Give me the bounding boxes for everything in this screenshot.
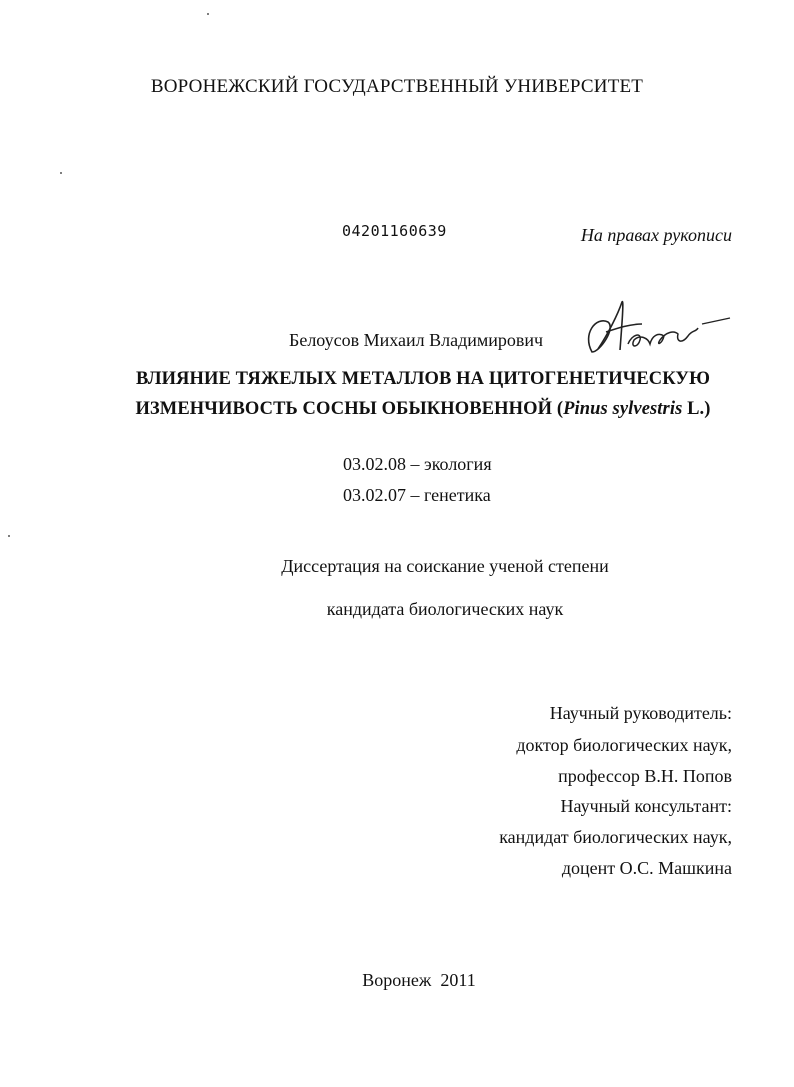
dissertation-title-line-2	[26, 399, 794, 420]
specialty-genetics: 03.02.07 – генетика	[343, 485, 491, 505]
university-name: ВОРОНЕЖСКИЙ ГОСУДАРСТВЕННЫЙ УНИВЕРСИТЕТ	[150, 76, 644, 97]
supervisor-degree: доктор биологических наук,	[516, 735, 732, 755]
scan-speck	[8, 535, 10, 537]
scan-speck	[60, 172, 62, 174]
consultant-degree: кандидат биологических наук,	[499, 827, 732, 847]
dissertation-title-line-1: ВЛИЯНИЕ ТЯЖЕЛЫХ МЕТАЛЛОВ НА ЦИТОГЕНЕТИЧЕСКУЮ	[135, 369, 711, 389]
specialty-ecology: 03.02.08 – экология	[343, 454, 492, 474]
author-signature	[578, 294, 738, 364]
city-year: Воронеж 2011	[362, 970, 476, 990]
registry-code: 04201160639	[342, 222, 447, 240]
title-line-2-suffix: L.)	[682, 399, 711, 419]
title-latin-name: Pinus sylvestris	[563, 399, 683, 419]
degree-line-2: кандидата биологических наук	[326, 599, 564, 619]
title-line-2-prefix: ИЗМЕНЧИВОСТЬ СОСНЫ ОБЫКНОВЕННОЙ (	[135, 399, 564, 419]
author-name: Белоусов Михаил Владимирович	[289, 330, 544, 350]
manuscript-note: На правах рукописи	[580, 225, 732, 245]
supervisor-name: профессор В.Н. Попов	[558, 766, 732, 786]
consultant-name: доцент О.С. Машкина	[561, 858, 732, 878]
scan-speck	[207, 13, 209, 15]
consultant-heading: Научный консультант:	[560, 796, 732, 816]
supervisor-heading: Научный руководитель:	[549, 703, 732, 723]
degree-line-1: Диссертация на соискание ученой степени	[281, 556, 609, 576]
